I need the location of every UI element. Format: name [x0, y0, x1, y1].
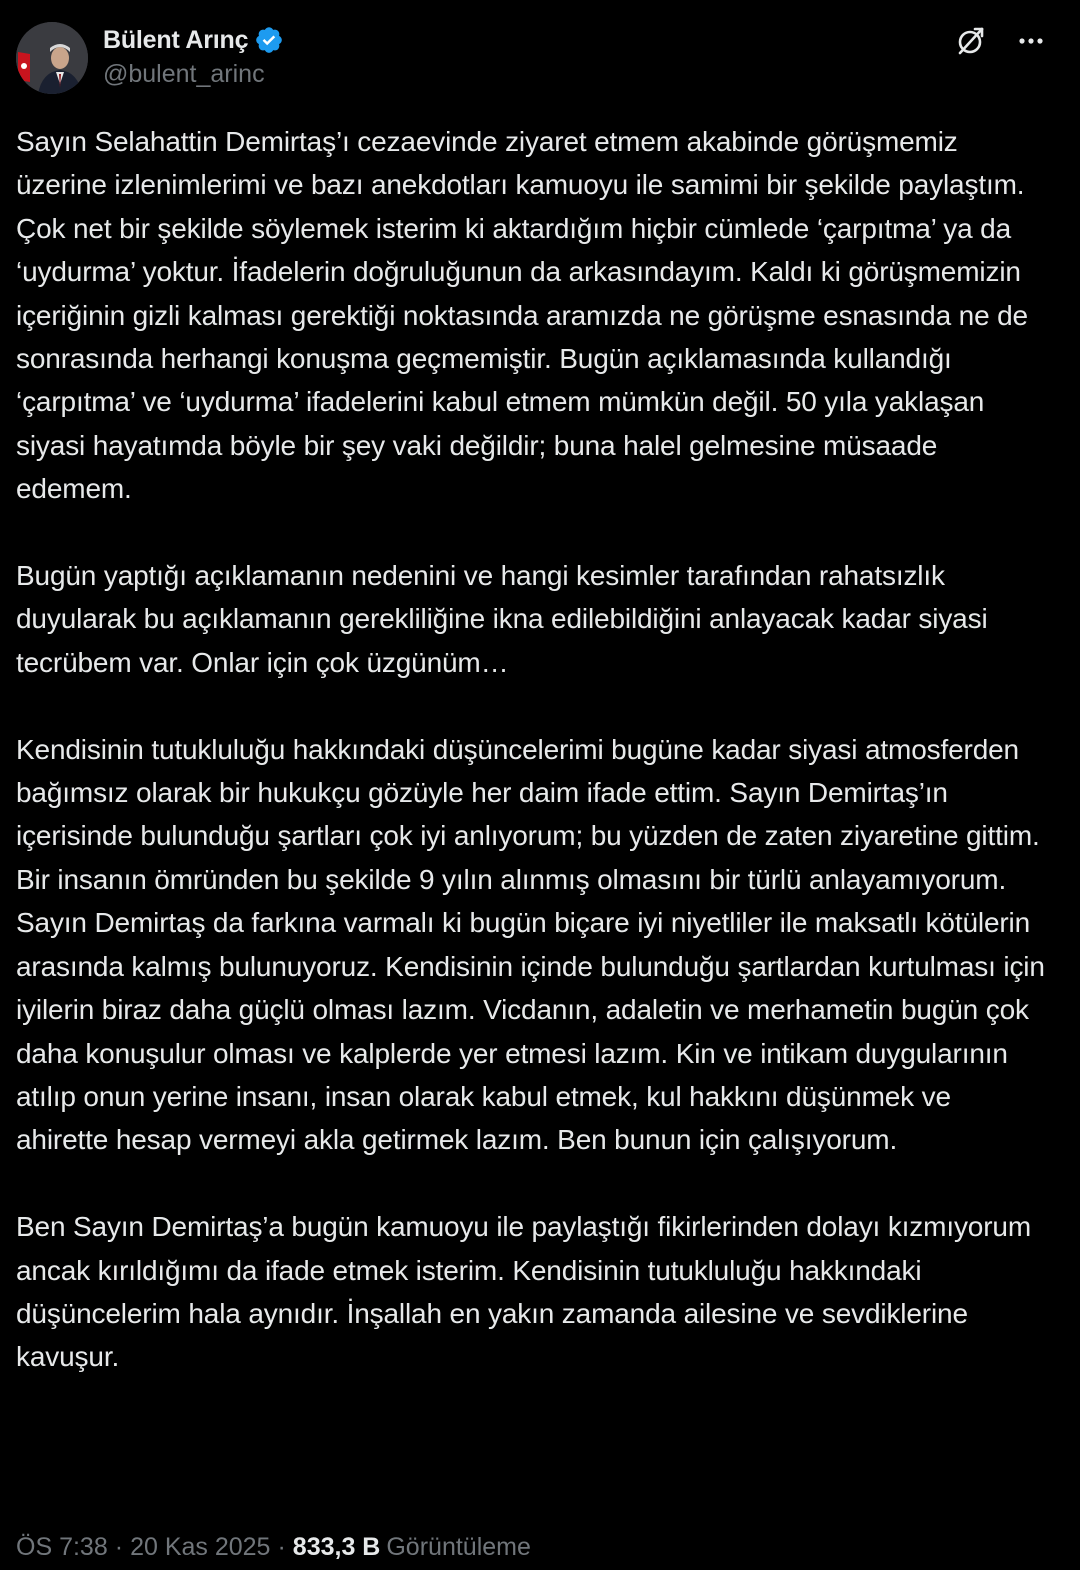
verified-badge-icon[interactable] — [254, 25, 284, 55]
meta-separator: · — [114, 1533, 124, 1561]
tweet-paragraph: Bugün yaptığı açıklamanın nedenini ve hangi kesimler tarafından rahatsızlık duyularak bu açıklamanın gerekliliğine ikna edilebildiğini anlayacak kadar siyasi tecrübem var. Onlar için çok üzgünüm… — [16, 560, 988, 678]
display-name-row — [103, 22, 284, 58]
avatar-image — [16, 22, 88, 94]
avatar[interactable] — [16, 22, 88, 94]
views-label[interactable]: Görüntüleme — [386, 1533, 531, 1561]
tweet-meta — [16, 1533, 531, 1562]
views-count[interactable]: 833,3 B — [292, 1533, 381, 1561]
tweet-paragraph: Ben Sayın Demirtaş’a bugün kamuoyu ile paylaştığı fikirlerinden dolayı kızmıyorum ancak kırıldığımı da ifade etmek isterim. Kendisinin tutukluluğu hakkındaki düşüncelerim hala aynıdır. İnşallah en yakın zamanda ailesine ve sevdiklerine kavuşur. — [16, 1211, 1031, 1373]
author-handle[interactable]: @bulent_arinc — [103, 60, 265, 88]
display-name[interactable]: Bülent Arınç — [103, 25, 249, 54]
grok-icon[interactable] — [954, 24, 988, 58]
meta-separator: · — [277, 1533, 286, 1561]
tweet-paragraph: Sayın Selahattin Demirtaş’ı cezaevinde ziyaret etmem akabinde görüşmemiz üzerine izlenimlerimi ve bazı anekdotları kamuoyu ile samimi bir şekilde paylaştım. Çok net bir şekilde söylemek isterim ki aktardığım hiçbir cümlede ‘çarpıtma’ ya da ‘uydurma’ yoktur. İfadelerin doğruluğunun da arkasındayım. Kaldı ki görüşmemizin içeriğinin gizli kalması gerektiği noktasında aramızda ne görüşme esnasında ne de sonrasında herhangi konuşma geçmemiştir. Bugün açıklamasında kullandığı ‘çarpıtma’ ve ‘uydurma’ ifadelerini kabul etmem mümkün değil. 50 yıla yaklaşan siyasi hayatımda böyle bir şey vaki değildir; buna halel gelmesine müsaade edemem. — [16, 126, 1028, 505]
tweet-text — [16, 120, 1046, 1379]
more-icon[interactable] — [1014, 24, 1048, 58]
tweet-actions — [954, 24, 1048, 58]
author-names — [103, 22, 284, 89]
tweet-paragraph: Kendisinin tutukluluğu hakkındaki düşüncelerimi bugüne kadar siyasi atmosferden bağımsız olarak bir hukukçu gözüyle her daim ifade ettim. Sayın Demirtaş’ın içerisinde bulunduğu şartları çok iyi anlıyorum; bu yüzden de zaten ziyaretine gittim. Bir insanın ömründen bu şekilde 9 yılın alınmış olmasını bir türlü anlayamıyorum. Sayın Demirtaş da farkına varmalı ki bugün biçare iyi niyetliler ile maksatlı kötülerin arasında kalmış bulunuyoruz. Kendisinin içinde bulunduğu şartlardan kurtulması için iyilerin biraz daha güçlü olması lazım. Vicdanın, adaletin ve merhametin bugün çok daha konuşulur olması ve kalplerde yer etmesi lazım. Kin ve intikam duygularının atılıp onun yerine insanı, insan olarak kabul etmek, kul hakkını düşünmek ve ahirette hesap vermeyi akla getirmek lazım. Ben bunun için çalışıyorum. — [16, 733, 1045, 1156]
tweet-time[interactable]: ÖS 7:38 — [16, 1533, 108, 1561]
tweet-date[interactable]: 20 Kas 2025 — [130, 1533, 271, 1561]
tweet-header — [16, 18, 1064, 94]
